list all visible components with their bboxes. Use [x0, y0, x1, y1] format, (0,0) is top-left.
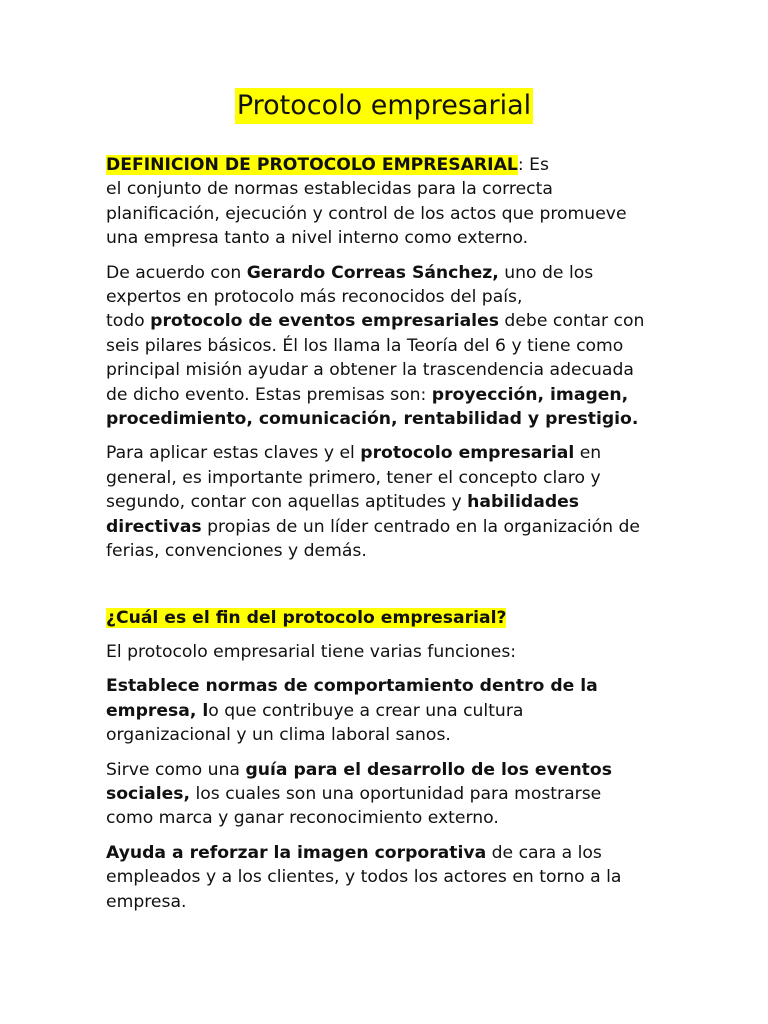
question-heading: ¿Cuál es el fin del protocolo empresarial?: [106, 607, 507, 628]
spacer: [106, 574, 666, 606]
text-line: una empresa tanto a nivel interno como externo.: [106, 228, 529, 249]
text-run: De acuerdo con: [106, 262, 247, 283]
bold-run: protocolo de eventos empresariales: [150, 311, 499, 332]
imagen-paragraph: [106, 841, 666, 914]
text-line: ferias, convenciones y demás.: [106, 541, 367, 562]
text-run: uno de los: [498, 262, 594, 283]
bold-run: sociales,: [106, 783, 191, 804]
bold-run: Ayuda a reforzar la imagen corporativa: [106, 842, 487, 863]
text-line: expertos en protocolo más reconocidos del país,: [106, 287, 523, 308]
text-run: los cuales son una oportunidad para mostrarse: [190, 783, 602, 804]
document-body: [106, 153, 666, 924]
bold-line: procedimiento, comunicación, rentabilidad y prestigio.: [106, 409, 639, 430]
definition-heading: DEFINICION DE PROTOCOLO EMPRESARIAL: [106, 155, 518, 175]
bold-line: Establece normas de comportamiento dentro de la: [106, 676, 598, 697]
text-run: debe contar con: [498, 311, 645, 332]
text-run: todo: [106, 311, 151, 332]
claves-paragraph: [106, 441, 666, 563]
text-line: empresa.: [106, 891, 187, 912]
normas-paragraph: [106, 674, 666, 747]
guia-paragraph: [106, 758, 666, 831]
text-run: de cara a los: [486, 842, 602, 863]
bold-run: Gerardo Correas Sánchez,: [246, 262, 499, 283]
text-line: seis pilares básicos. Él los llama la Teoría del 6 y tiene como: [106, 335, 624, 356]
bold-run: proyección, imagen,: [431, 384, 629, 405]
text-run: Sirve como una: [106, 759, 246, 780]
text-line: principal misión ayudar a obtener la trascendencia adecuada: [106, 360, 634, 381]
text-line: general, es importante primero, tener el concepto claro y: [106, 467, 601, 488]
question-paragraph: [106, 606, 666, 630]
text-run: : Es: [517, 155, 549, 175]
functions-intro: El protocolo empresarial tiene varias funciones:: [106, 641, 517, 662]
text-run: de dicho evento. Estas premisas son:: [106, 384, 432, 405]
bold-run: guía para el desarrollo de los eventos: [245, 759, 612, 780]
bold-run: habilidades: [467, 492, 580, 513]
text-run: segundo, contar con aquellas aptitudes y: [106, 492, 468, 513]
text-line: organizacional y un clima laboral sanos.: [106, 725, 451, 746]
correas-paragraph: [106, 261, 666, 432]
text-line: como marca y ganar reconocimiento externo.: [106, 808, 499, 829]
text-line: el conjunto de normas establecidas para la correcta: [106, 179, 553, 200]
title-container: [0, 88, 768, 124]
text-line: empleados y a los clientes, y todos los actores en torno a la: [106, 867, 622, 888]
text-run: Para aplicar estas claves y el: [106, 443, 361, 464]
definition-paragraph: [106, 153, 666, 251]
page-title: Protocolo empresarial: [235, 88, 533, 124]
text-line: planificación, ejecución y control de los actos que promueve: [106, 203, 627, 224]
bold-run: empresa, l: [106, 700, 209, 721]
text-run: o que contribuye a crear una cultura: [208, 700, 524, 721]
bold-run: directivas: [106, 516, 202, 537]
text-run: en: [574, 443, 602, 464]
text-run: propias de un líder centrado en la organización de: [201, 516, 641, 537]
bold-run: protocolo empresarial: [360, 443, 575, 464]
